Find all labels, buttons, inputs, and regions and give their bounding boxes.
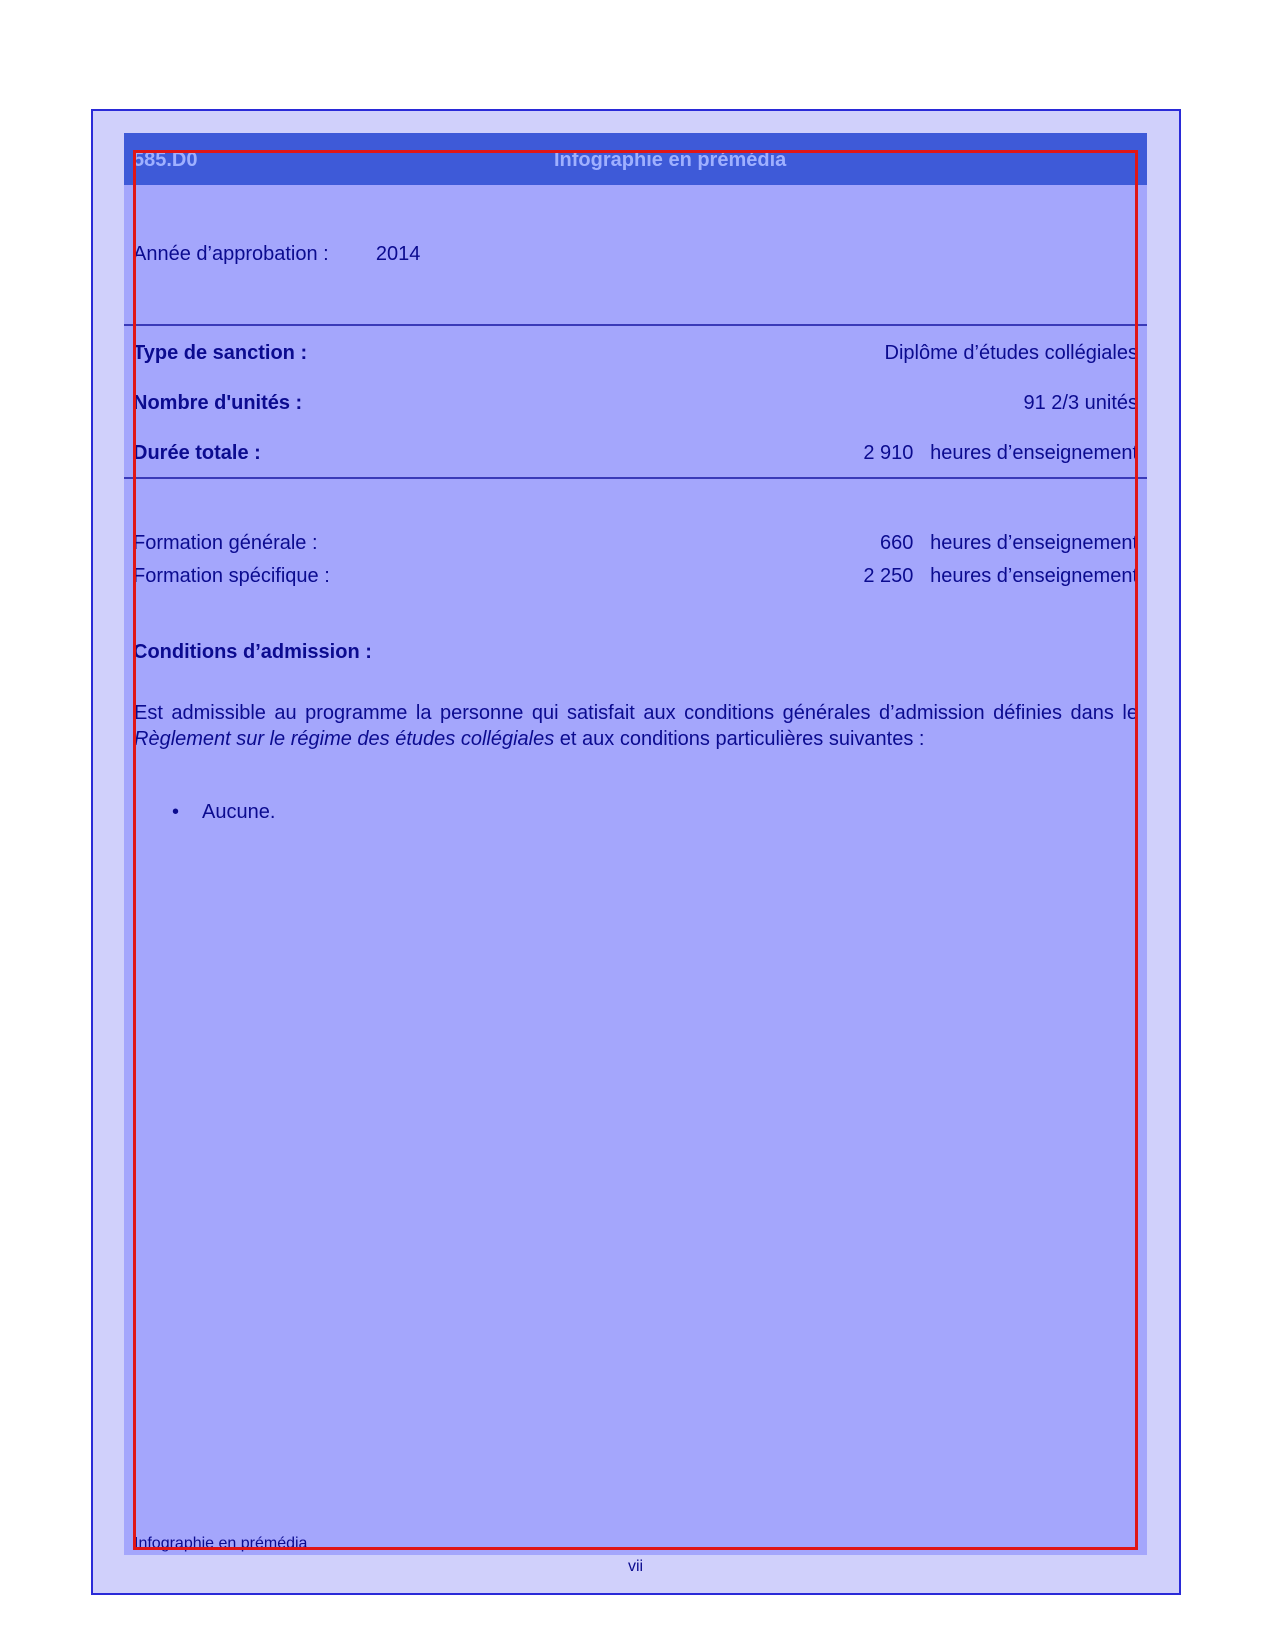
sanction-type-value: Diplôme d’études collégiales xyxy=(884,341,1138,364)
specific-training-value: 2 250 xyxy=(863,564,914,587)
sanction-type-row xyxy=(133,342,1138,364)
duration-value: 2 910 xyxy=(863,441,914,464)
admission-paragraph xyxy=(134,700,1138,752)
admission-text-before: Est admissible au programme la personne qui satisfait aux conditions générales d’admission définies dans le xyxy=(134,702,1138,724)
general-training-row xyxy=(133,532,1138,554)
general-training-unit: heures d’enseignement xyxy=(930,531,1138,554)
specific-training-unit: heures d’enseignement xyxy=(930,564,1138,587)
approval-label: Année d’approbation : xyxy=(133,243,329,265)
general-training-label: Formation générale : xyxy=(133,531,318,554)
specific-training-value-group xyxy=(863,565,1138,588)
program-title: Infographie en prémédia xyxy=(554,149,787,171)
general-training-value: 660 xyxy=(880,531,914,554)
sanction-type-label: Type de sanction : xyxy=(133,341,308,364)
bullet-icon: • xyxy=(172,801,180,823)
admission-bullet-item xyxy=(172,800,275,824)
regulation-title: Règlement sur le régime des études collégiales xyxy=(134,728,555,750)
program-code: 585.D0 xyxy=(133,149,198,171)
approval-year: 2014 xyxy=(375,243,421,265)
footer-program: Infographie en prémédia xyxy=(134,1535,308,1552)
page-number: vii xyxy=(628,1558,644,1575)
duration-value-group xyxy=(863,442,1138,465)
divider-top xyxy=(124,324,1147,326)
duration-label: Durée totale : xyxy=(133,441,261,464)
specific-training-label: Formation spécifique : xyxy=(133,564,330,587)
units-row xyxy=(133,392,1138,414)
duration-row xyxy=(133,442,1138,464)
admission-heading: Conditions d’admission : xyxy=(133,641,372,663)
duration-unit: heures d’enseignement xyxy=(930,441,1138,464)
specific-training-row xyxy=(133,565,1138,587)
general-training-value-group xyxy=(880,532,1138,555)
admission-text-after: et aux conditions particulières suivantes : xyxy=(554,728,925,750)
divider-bottom xyxy=(124,477,1147,479)
units-value: 91 2/3 unités xyxy=(1023,391,1138,414)
approval-line xyxy=(133,242,420,266)
bullet-text: Aucune. xyxy=(202,801,276,823)
units-label: Nombre d'unités : xyxy=(133,391,303,414)
